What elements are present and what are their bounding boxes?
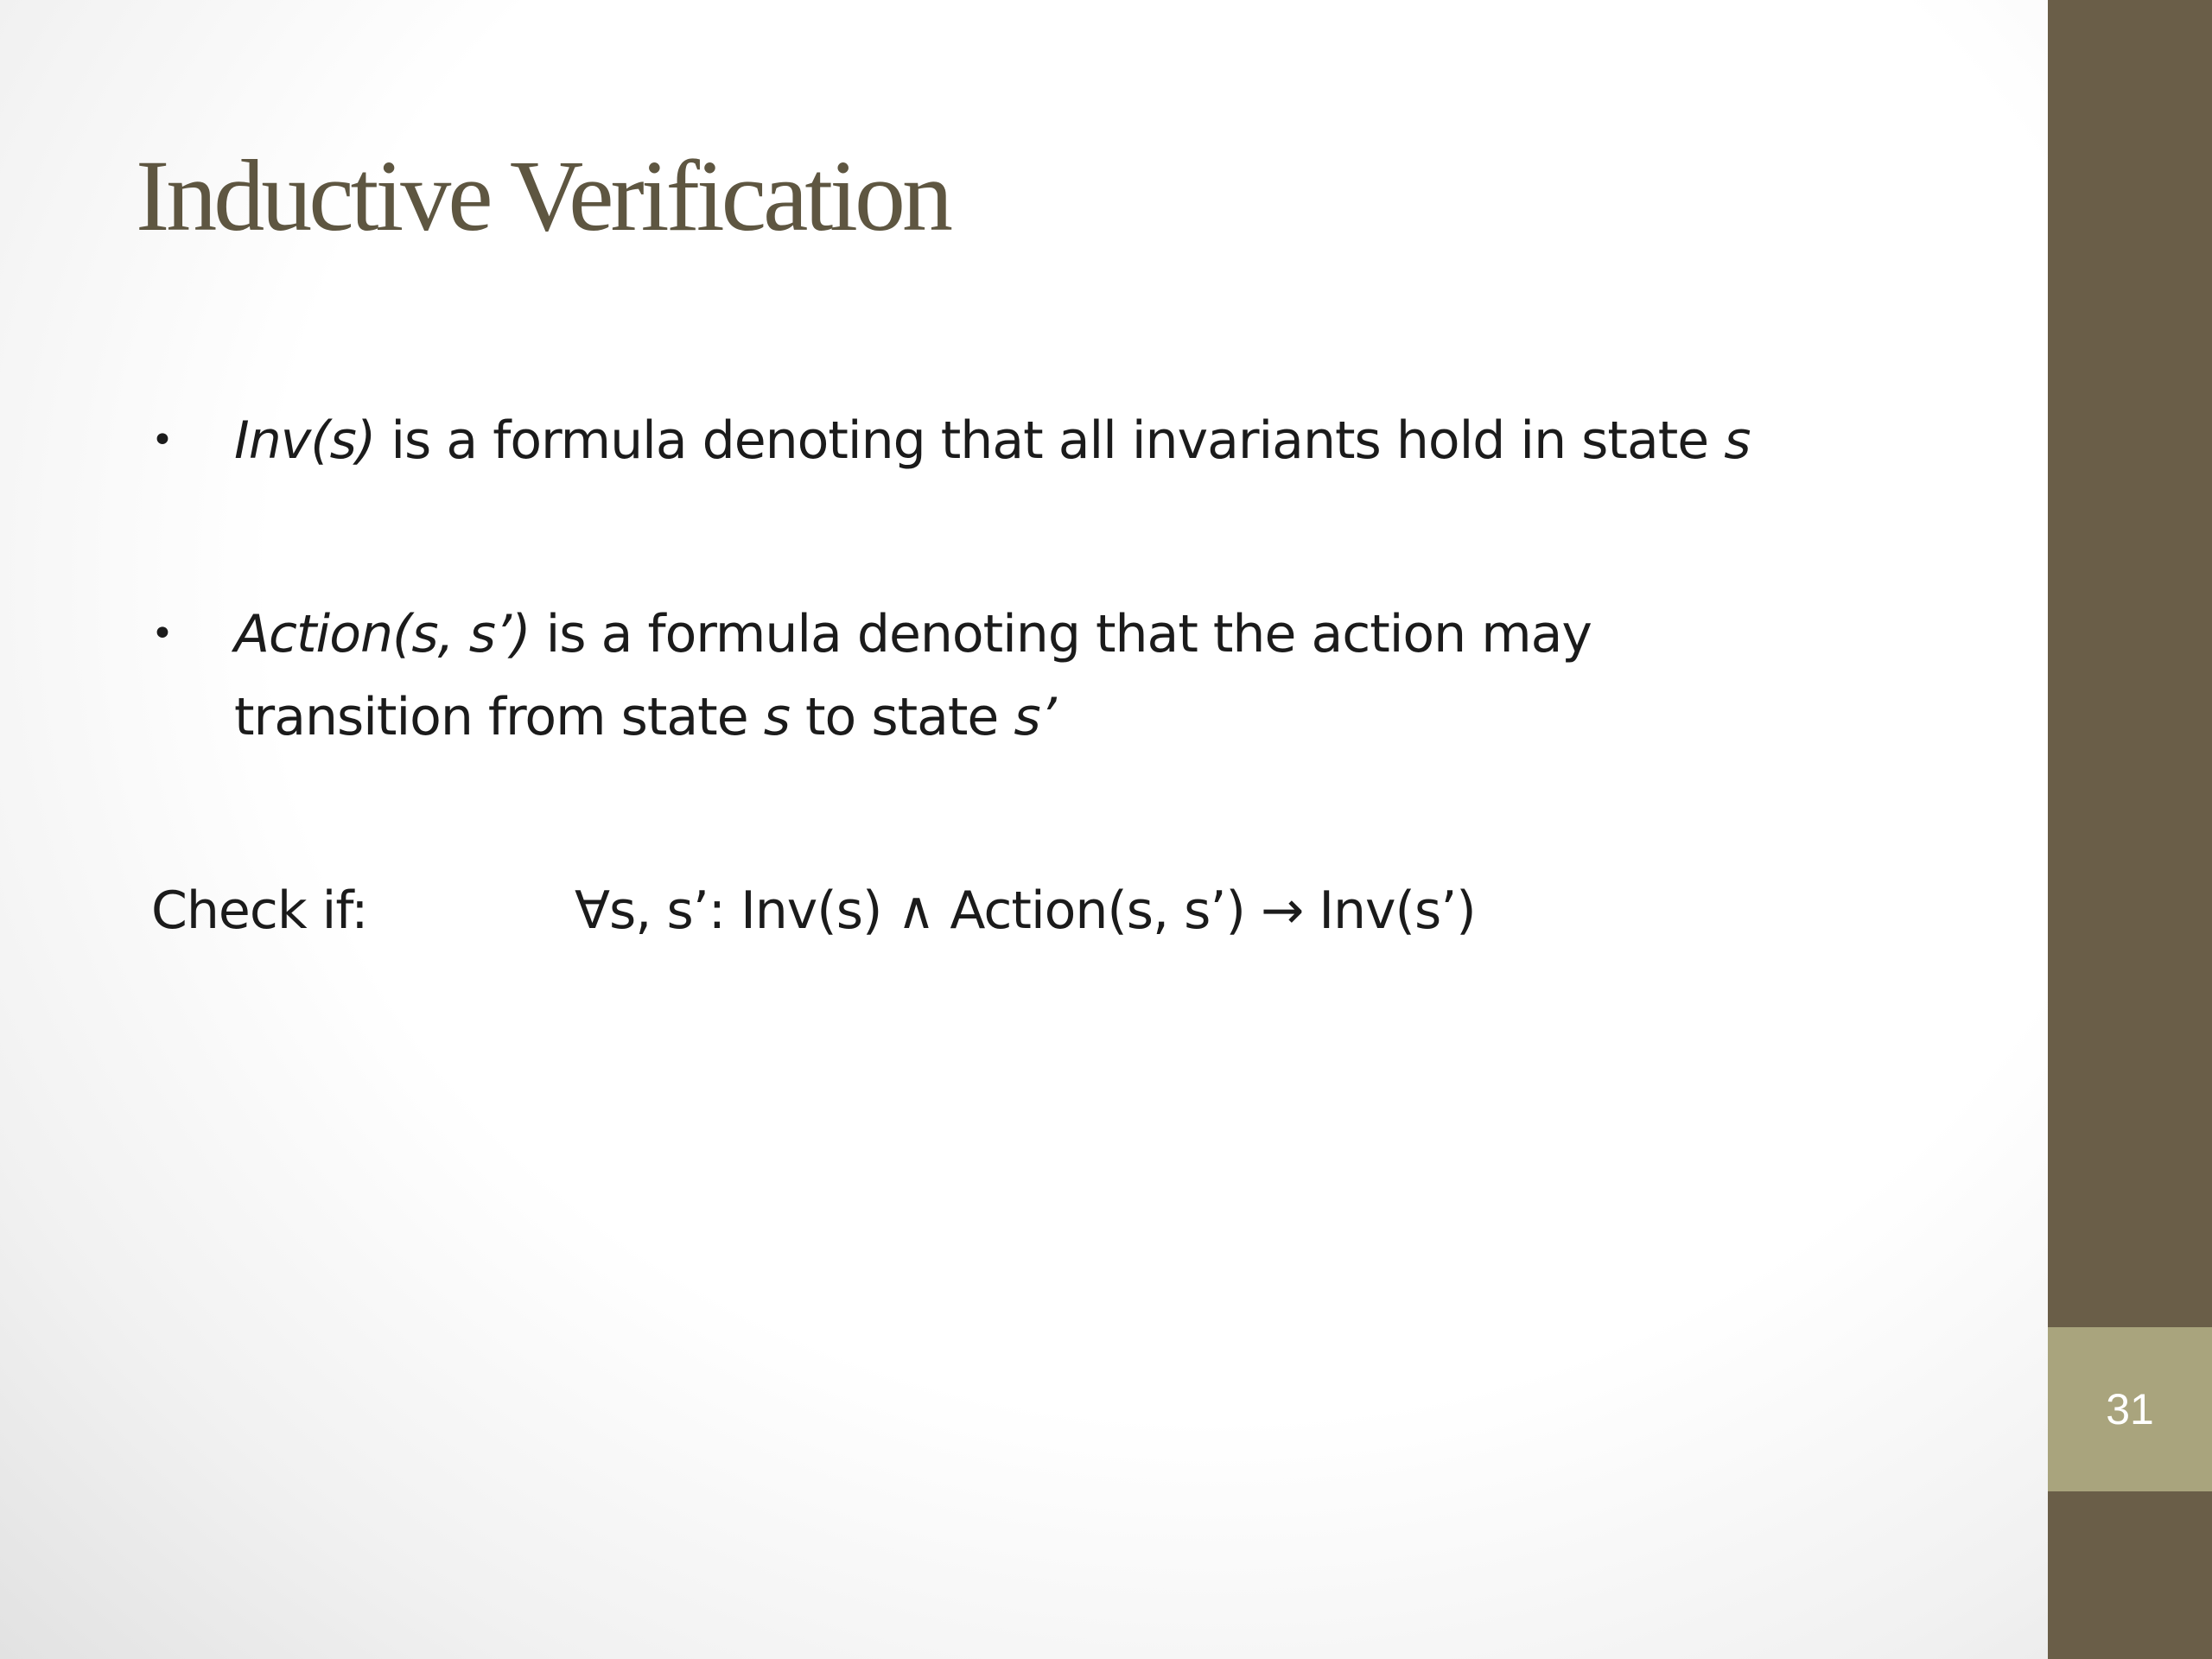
bullet-var: s — [763, 687, 790, 747]
bullet-term: Inv(s) — [234, 410, 376, 471]
check-line — [151, 869, 1476, 952]
bullet-var: s — [1724, 410, 1751, 471]
page-number-tab — [2048, 1327, 2212, 1491]
bullet-desc: is a formula denoting that all invariants hold in state — [375, 410, 1725, 471]
slide-title: Inductive Verification — [136, 139, 950, 252]
bullet-dot-icon: • — [151, 612, 173, 656]
bullet-var-prime: s’ — [1014, 687, 1056, 747]
bullet-text — [234, 593, 1962, 759]
bullet-desc-line2: transition from state — [234, 687, 764, 747]
bullet-text — [234, 399, 1962, 482]
bullet-dot-icon: • — [151, 418, 173, 462]
check-label: Check if: — [151, 880, 368, 941]
bullet-desc: is a formula denoting that the action may — [530, 604, 1592, 664]
check-formula: ∀s, s’: Inv(s) ∧ Action(s, s’) → Inv(s’) — [575, 880, 1476, 941]
page-number: 31 — [2106, 1385, 2154, 1433]
bullet-desc-mid: to state — [789, 687, 1014, 747]
bullet-term: Action(s, s’) — [234, 604, 531, 664]
